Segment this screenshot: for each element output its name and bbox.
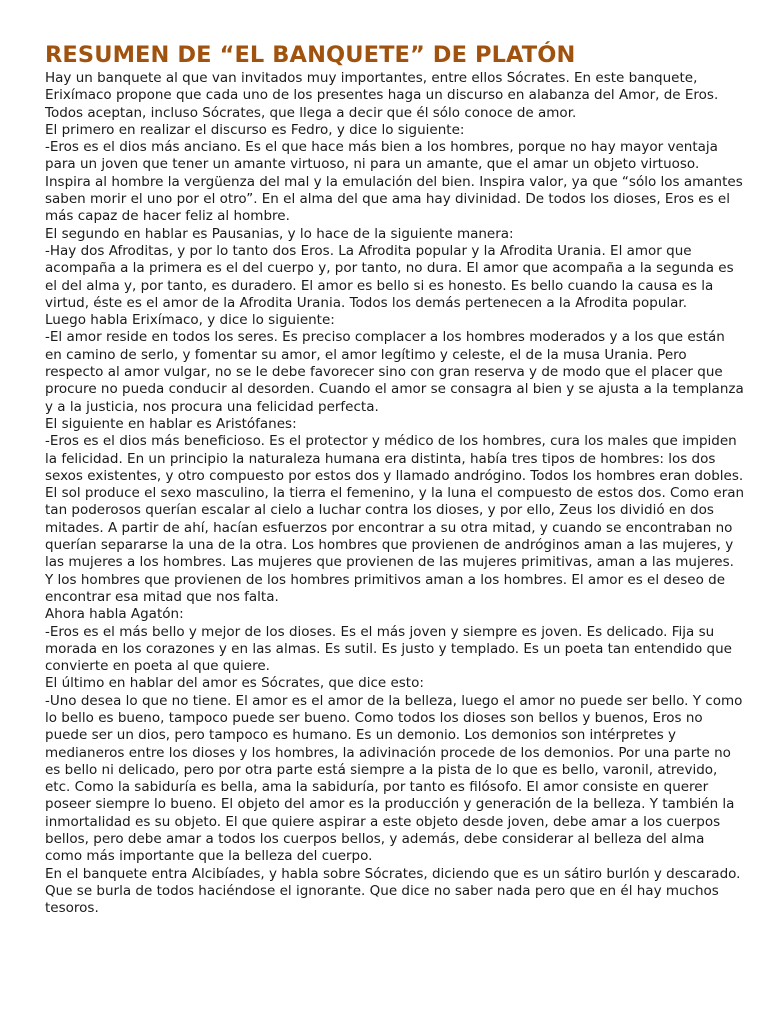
paragraph-fedro-speech: -Eros es el dios más anciano. Es el que hace más bien a los hombres, porque no hay mayor ventaja para un joven que tener un amante virtuoso, ni para un amante, que el amar un objeto virtuoso. Inspira al hombre la vergüenza del mal y la emulación del bien. Inspira valor, ya que “sólo los amantes saben morir el uno por el otro”. En el alma del que ama hay divinidad. De todos los dioses, Eros es el más capaz de hacer feliz al hombre. [45, 139, 743, 225]
paragraph-eriximaco-speech: -El amor reside en todos los seres. Es preciso complacer a los hombres moderados y a los que están en camino de serlo, y fomentar su amor, el amor legítimo y celeste, el de la musa Urania. Pero respecto al amor vulgar, no se le debe favorecer sino con gran reserva y de modo que el placer que procure no pueda conducir al desorden. Cuando el amor se consagra al bien y se ajusta a la templanza y a la justicia, nos procura una felicidad perfecta. [45, 329, 744, 415]
paragraph-alcibiades: En el banquete entra Alcibíades, y habla sobre Sócrates, diciendo que es un sátiro burlón y descarado. Que se burla de todos haciéndose el ignorante. Que dice no saber nada pero que en él hay muchos tesoros. [45, 865, 741, 917]
paragraph-eriximaco-heading: Luego habla Erixímaco, y dice lo siguiente: [45, 312, 335, 329]
paragraph-aristofanes-speech: -Eros es el dios más beneficioso. Es el protector y médico de los hombres, cura los males que impiden la felicidad. En un principio la naturaleza humana era distinta, había tres tipos de hombres: los dos sexos existentes, y otro compuesto por estos dos y llamado andrógino. Todos los hombres eran dobles. El sol produce el sexo masculino, la tierra el femenino, y la luna el compuesto de estos dos. Como eran tan poderosos querían escalar al cielo a luchar contra los dioses, y por ello, Zeus los dividió en dos mitades. A partir de ahí, hacían esfuerzos por encontrar a su otra mitad, y cuando se encontraban no querían separarse la una de la otra. Los hombres que provienen de andróginos aman a las mujeres, y las mujeres a los hombres. Las mujeres que provienen de las mujeres primitivas, aman a las mujeres. Y los hombres que provienen de los hombres primitivos aman a los hombres. El amor es el deseo de encontrar esa mitad que nos falta. [45, 433, 745, 605]
paragraph-socrates-heading: El último en hablar del amor es Sócrates, que dice esto: [45, 675, 424, 692]
paragraph-pausanias-heading: El segundo en hablar es Pausanias, y lo hace de la siguiente manera: [45, 225, 514, 242]
paragraph-fedro-heading: El primero en realizar el discurso es Fedro, y dice lo siguiente: [45, 121, 465, 138]
paragraph-intro: Hay un banquete al que van invitados muy importantes, entre ellos Sócrates. En este banquete, Erixímaco propone que cada uno de los presentes haga un discurso en alabanza del Amor, de Eros. Todos aceptan, incluso Sócrates, que llega a decir que él sólo conoce de amor. [45, 70, 719, 121]
paragraph-agaton-speech: -Eros es el más bello y mejor de los dioses. Es el más joven y siempre es joven. Es delicado. Fija su morada en los corazones y en las almas. Es sutil. Es justo y templado. Es un poeta tan entendido que convierte en poeta al que quiere. [45, 623, 732, 675]
paragraph-pausanias-speech: -Hay dos Afroditas, y por lo tanto dos Eros. La Afrodita popular y la Afrodita Urania. El amor que acompaña a la primera es el del cuerpo y, por tanto, no dura. El amor que acompaña a la segunda es el del alma y, por tanto, es duradero. El amor es bello si es honesto. Es bello cuando la causa es la virtud, éste es el amor de la Afrodita Urania. Todos los demás pertenecen a la Afrodita popular. [45, 242, 734, 311]
document-body [45, 70, 745, 918]
document-page [45, 40, 745, 918]
paragraph-agaton-heading: Ahora habla Agatón: [45, 606, 184, 623]
paragraph-socrates-speech: -Uno desea lo que no tiene. El amor es el amor de la belleza, luego el amor no puede ser bello. Y como lo bello es bueno, tampoco puede ser bueno. Como todos los dioses son bellos y buenos, Eros no puede ser un dios, pero tampoco es humano. Es un demonio. Los demonios son intérpretes y medianeros entre los dioses y los hombres, la adivinación procede de los demonios. Por una parte no es bello ni delicado, pero por otra parte está siempre a la pista de lo que es bello, varonil, atrevido, etc. Como la sabiduría es bella, ama la sabiduría, por tanto es filósofo. El amor consiste en querer poseer siempre lo bueno. El objeto del amor es la producción y generación de la belleza. Y también la inmortalidad es su objeto. El que quiere aspirar a este objeto desde joven, debe amar a los cuerpos bellos, pero debe amar a todos los cuerpos bellos, y además, debe considerar al belleza del alma como más importante que la belleza del cuerpo. [45, 692, 743, 865]
document-title: RESUMEN DE “EL BANQUETE” DE PLATÓN [45, 42, 576, 68]
paragraph-aristofanes-heading: El siguiente en hablar es Aristófanes: [45, 415, 297, 432]
